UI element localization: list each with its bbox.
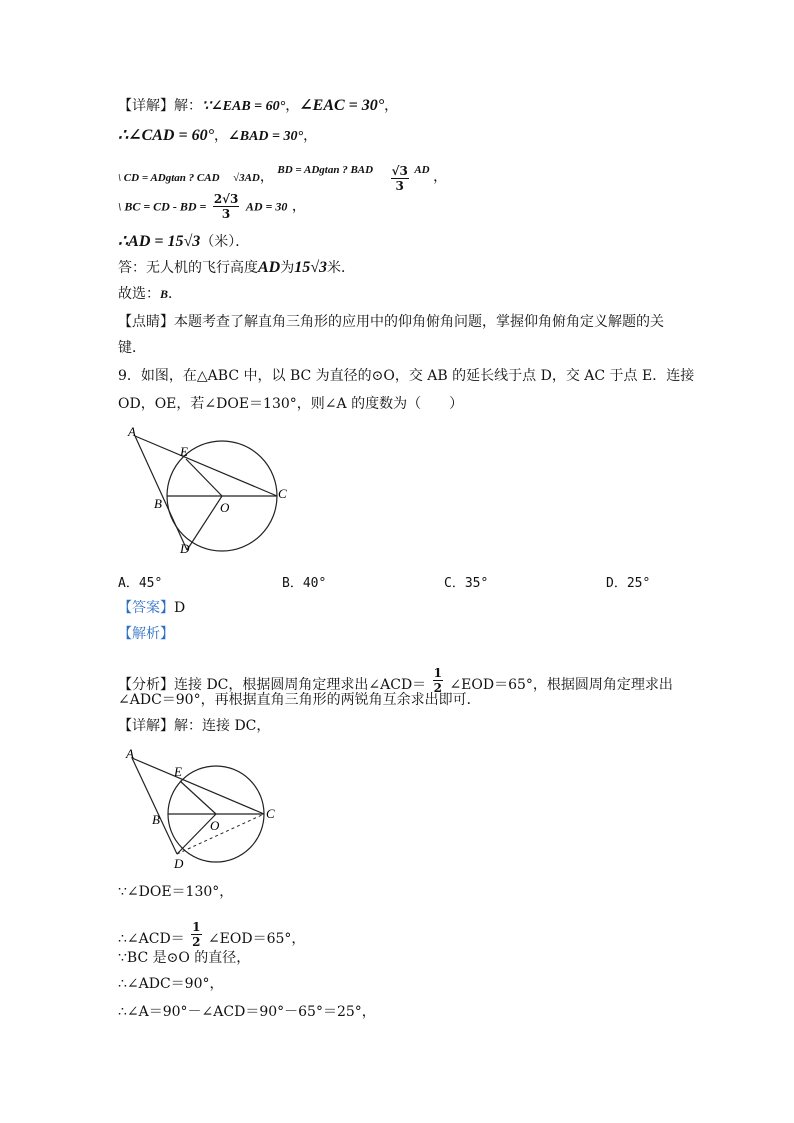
detail-line-2 bbox=[118, 126, 317, 147]
math-bad: ∠BAD = 30° bbox=[228, 129, 304, 144]
point-label-d: D bbox=[180, 541, 190, 556]
math-bc: \ BC = CD - BD = bbox=[118, 199, 207, 214]
answer-text: 答：无人机的飞行高度 bbox=[118, 260, 258, 276]
fraction-denominator: 2 bbox=[433, 681, 442, 695]
fraction-numerator: 1 bbox=[192, 920, 201, 934]
math-bd: BD = ADgtan ? BAD bbox=[277, 164, 374, 176]
review-note-line-1: 【点睛】本题考查了解直角三角形的应用中的仰角俯角问题，掌握仰角俯角定义解题的关 bbox=[118, 314, 664, 330]
segment-ac bbox=[132, 758, 264, 814]
review-note-line-2: 键． bbox=[118, 340, 146, 356]
step-text: ∴∠ACD＝ bbox=[118, 931, 185, 947]
segment-od bbox=[187, 496, 222, 550]
separator: ， bbox=[214, 128, 228, 144]
point-label-o: O bbox=[210, 818, 220, 833]
fraction-denominator: 3 bbox=[221, 207, 231, 221]
answer-label: 【答案】 bbox=[118, 600, 174, 616]
point-label-b: B bbox=[152, 812, 160, 827]
fraction-numerator: √3 bbox=[391, 163, 408, 178]
step-4: ∴∠ADC＝90°， bbox=[118, 976, 224, 992]
analysis-text: ∠EOD＝65°，根据圆周角定理求出 bbox=[449, 677, 673, 693]
math-b: B bbox=[160, 287, 169, 301]
choice-b[interactable]: B．40° bbox=[282, 576, 327, 591]
detail-prefix: 【详解】解： bbox=[118, 98, 202, 114]
math-ad-result: ∴AD = 15√3 bbox=[118, 233, 201, 250]
point-label-d: D bbox=[174, 856, 184, 871]
point-label-c: C bbox=[278, 486, 287, 501]
math-15sqrt3: 15√3 bbox=[294, 259, 328, 276]
fraction-numerator: 2√3 bbox=[213, 192, 239, 206]
separator: ， bbox=[285, 98, 300, 114]
fraction-2sqrt3-over-3 bbox=[213, 192, 240, 221]
point-label-e: E bbox=[174, 764, 182, 779]
fraction-sqrt3-over-3 bbox=[391, 164, 409, 193]
geometry-figure-2 bbox=[120, 744, 300, 874]
geometry-figure-1 bbox=[120, 420, 300, 560]
analysis-text: 【分析】连接 DC，根据圆周角定理求出∠ACD＝ bbox=[118, 677, 427, 693]
analysis-line-2: ∠ADC＝90°，再根据直角三角形的两锐角互余求出即可． bbox=[118, 692, 481, 708]
fraction-one-half bbox=[191, 920, 201, 949]
step-text: ∠EOD＝65°， bbox=[207, 931, 306, 947]
math-ad-30: AD = 30 bbox=[245, 199, 288, 214]
point-label-e: E bbox=[180, 444, 188, 459]
math-ad: AD bbox=[258, 259, 281, 276]
segment-dc-dashed bbox=[177, 814, 264, 854]
detail-line-3 bbox=[118, 160, 447, 193]
choice-a[interactable]: A．45° bbox=[118, 576, 163, 591]
question-9-line-2: OD，OE，若∠DOE＝130°，则∠A 的度数为（ ） bbox=[118, 396, 464, 412]
fraction-denominator: 3 bbox=[395, 178, 404, 193]
punct: ， bbox=[303, 128, 318, 144]
answer-text: 为 bbox=[280, 260, 295, 276]
fraction-numerator: 1 bbox=[433, 666, 442, 680]
detail-line-4 bbox=[118, 192, 306, 221]
math-eab: ∵∠EAB = 60° bbox=[202, 99, 286, 114]
choice-statement bbox=[118, 284, 182, 304]
point-label-a: A bbox=[128, 424, 136, 439]
point-label-b: B bbox=[154, 496, 162, 511]
punct: ． bbox=[168, 286, 183, 302]
separator: ， bbox=[259, 169, 274, 185]
point-label-a: A bbox=[126, 746, 134, 761]
choice-d[interactable]: D．25° bbox=[606, 576, 651, 591]
step-3: ∵BC 是⊙O 的直径， bbox=[118, 950, 251, 966]
answer-statement bbox=[118, 258, 355, 278]
punct: ， bbox=[384, 98, 399, 114]
segment-ad bbox=[132, 758, 177, 854]
math-cd: \ CD = ADgtan ? CAD bbox=[118, 172, 220, 184]
segment-ac bbox=[135, 436, 277, 496]
punct: ， bbox=[433, 169, 448, 185]
analysis-label: 【解析】 bbox=[118, 626, 174, 642]
math-ad: AD bbox=[414, 164, 430, 176]
detail-intro: 【详解】解：连接 DC， bbox=[118, 718, 271, 734]
fraction-denominator: 2 bbox=[192, 935, 201, 949]
math-cad: ∴∠CAD = 60° bbox=[118, 127, 214, 144]
unit-text: （米）． bbox=[200, 234, 250, 250]
point-label-c: C bbox=[266, 806, 275, 821]
step-5: ∴∠A＝90°－∠ACD＝90°－65°＝25°， bbox=[118, 1004, 376, 1020]
math-eac: ∠EAC = 30° bbox=[299, 97, 385, 114]
answer-value: D bbox=[174, 600, 186, 616]
point-label-o: O bbox=[220, 500, 230, 515]
choice-c[interactable]: C．35° bbox=[444, 576, 489, 591]
math-sqrt3ad: √3AD bbox=[233, 172, 260, 184]
punct: ， bbox=[291, 198, 306, 215]
question-9-line-1: 9．如图，在△ABC 中，以 BC 为直径的⊙O，交 AB 的延长线于点 D，交 AC 于点 E．连接 bbox=[118, 368, 695, 384]
step-2 bbox=[118, 920, 305, 949]
answer-text: 米． bbox=[327, 260, 356, 276]
detail-line-1 bbox=[118, 96, 398, 117]
choice-text: 故选： bbox=[118, 286, 160, 302]
detail-line-5 bbox=[118, 232, 249, 252]
step-1: ∵∠DOE＝130°， bbox=[118, 884, 234, 900]
answer-row bbox=[118, 598, 185, 618]
